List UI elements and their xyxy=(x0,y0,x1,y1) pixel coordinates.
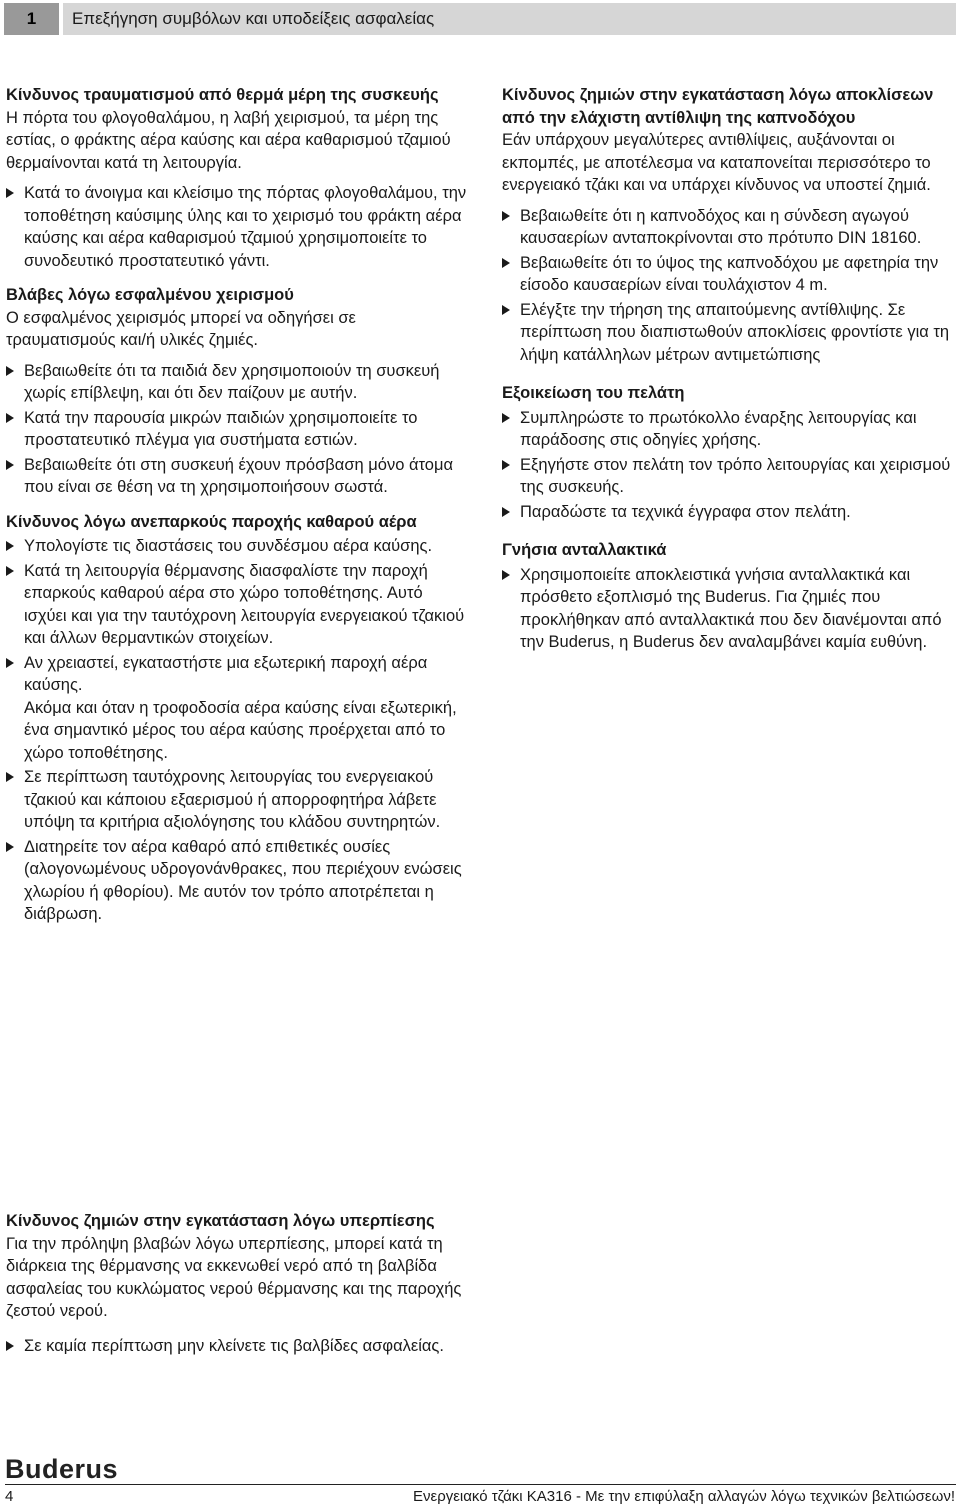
bullet-list xyxy=(502,407,952,524)
list-item: Κατά τη λειτουργία θέρμανσης διασφαλίστε την παροχή επαρκούς καθαρού αέρα στο χώρο τοποθέτησης. Αυτό ισχύει και για την ταυτόχρονη λειτουργία ενεργειακού τζακιού και άλλων θερμαντικών στοιχείων. xyxy=(6,560,468,650)
chapter-number: 1 xyxy=(4,3,59,35)
bullet-arrow-icon xyxy=(6,460,14,470)
bullet-arrow-icon xyxy=(502,305,510,315)
bullet-arrow-icon xyxy=(6,1341,14,1351)
list-item: Κατά την παρουσία μικρών παιδιών χρησιμοποιείτε το προστατευτικό πλέγμα για συστήματα εστιών. xyxy=(6,407,468,452)
footer-document-title: Ενεργειακό τζάκι KA316 - Με την επιφύλαξη αλλαγών λόγω τεχνικών βελτιώσεων! xyxy=(413,1488,955,1505)
list-item: Συμπληρώστε το πρωτόκολλο έναρξης λειτουργίας και παράδοσης στις οδηγίες χρήσης. xyxy=(502,407,952,452)
section-chimney-draught xyxy=(502,84,952,366)
section-heading: Γνήσια ανταλλακτικά xyxy=(502,541,667,559)
list-item: Σε περίπτωση ταυτόχρονης λειτουργίας του ενεργειακού τζακιού και κάποιου εξαερισμού ή απορροφητήρα λάβετε υπόψη τα κριτήρια αξιολόγησης του κλάδου συντηρητών. xyxy=(6,766,468,834)
bullet-list xyxy=(6,360,468,499)
chapter-header xyxy=(4,3,956,35)
section-heading: Κίνδυνος ζημιών στην εγκατάσταση λόγω αποκλίσεων από την ελάχιστη αντίθλιψη της καπνοδόχου xyxy=(502,86,934,127)
bullet-list xyxy=(6,182,468,272)
section-heading: Βλάβες λόγω εσφαλμένου χειρισμού xyxy=(6,286,294,304)
bullet-arrow-icon xyxy=(502,258,510,268)
bullet-list xyxy=(502,205,952,367)
section-wrong-operation xyxy=(6,284,468,499)
right-column xyxy=(502,84,952,666)
page-number: 4 xyxy=(5,1488,14,1505)
section-heading: Κίνδυνος τραυματισμού από θερμά μέρη της συσκευής xyxy=(6,86,439,104)
section-text: Εάν υπάρχουν μεγαλύτερες αντιθλίψεις, αυξάνονται οι εκπομπές, με αποτέλεσμα να καταπονείται περισσότερο το ενεργειακό τζάκι και να υπάρχει κίνδυνος να υποστεί ζημιά. xyxy=(502,131,931,194)
section-original-parts xyxy=(502,539,952,654)
bullet-arrow-icon xyxy=(6,366,14,376)
list-item: Κατά το άνοιγμα και κλείσιμο της πόρτας φλογοθαλάμου, την τοποθέτηση καύσιμης ύλης και το χειρισμό του φράκτη αέρα καύσης και αέρα καθαρισμού τζαμιού χρησιμοποιείτε το συνοδευτικό προστατευτικό γάντι. xyxy=(6,182,468,272)
bullet-arrow-icon xyxy=(6,188,14,198)
section-heading: Κίνδυνος λόγω ανεπαρκούς παροχής καθαρού αέρα xyxy=(6,512,417,531)
list-item: Χρησιμοποιείτε αποκλειστικά γνήσια ανταλλακτικά και πρόσθετο εξοπλισμό της Buderus. Για ζημιές που προκλήθηκαν από ανταλλακτικά που δεν διανέμονται από την Buderus, η Buderus δεν αναλαμβάνει καμία ευθύνη. xyxy=(502,564,952,654)
list-item: Βεβαιωθείτε ότι η καπνοδόχος και η σύνδεση αγωγού καυσαερίων ανταποκρίνονται στο πρότυπο DIN 18160. xyxy=(502,205,952,250)
list-item: Διατηρείτε τον αέρα καθαρό από επιθετικές ουσίες (αλογονωμένους υδρογονάνθρακες, που περιέχουν ενώσεις χλωρίου ή φθορίου). Με αυτόν τον τρόπο αποτρέπεται η διάβρωση. xyxy=(6,836,468,926)
section-text: Για την πρόληψη βλαβών λόγω υπερπίεσης, μπορεί κατά τη διάρκεια της θέρμανσης να εκκενωθεί νερό από τη βαλβίδα ασφαλείας του κυκλώματος νερού θέρμανσης και της παροχής ζεστού νερού. xyxy=(6,1234,462,1320)
list-item: Παραδώστε τα τεχνικά έγγραφα στον πελάτη. xyxy=(502,501,952,524)
bullet-arrow-icon xyxy=(6,772,14,782)
bullet-arrow-icon xyxy=(502,570,510,580)
bullet-list xyxy=(502,564,952,654)
bullet-arrow-icon xyxy=(6,566,14,576)
bullet-arrow-icon xyxy=(6,413,14,423)
section-fresh-air xyxy=(6,511,468,926)
bullet-arrow-icon xyxy=(502,460,510,470)
left-column xyxy=(6,84,468,938)
buderus-logo: Buderus xyxy=(5,1454,119,1484)
section-heading: Εξοικείωση του πελάτη xyxy=(502,384,685,402)
chapter-title: Επεξήγηση συμβόλων και υποδείξεις ασφαλείας xyxy=(63,3,956,35)
bullet-arrow-icon xyxy=(6,541,14,551)
bullet-list xyxy=(6,1335,468,1358)
section-heading: Κίνδυνος ζημιών στην εγκατάσταση λόγω υπερπίεσης xyxy=(6,1212,435,1230)
section-text: Η πόρτα του φλογοθαλάμου, η λαβή χειρισμού, τα μέρη της εστίας, ο φράκτης αέρα καύσης και αέρα καθαρισμού τζαμιού θερμαίνονται κατά τη λειτουργία. xyxy=(6,108,451,172)
list-item: Υπολογίστε τις διαστάσεις του συνδέσμου αέρα καύσης. xyxy=(6,535,468,558)
left-column-bottom xyxy=(6,1210,468,1369)
list-item: Αν χρειαστεί, εγκαταστήστε μια εξωτερική παροχή αέρα καύσης. Ακόμα και όταν η τροφοδοσία αέρα καύσης είναι εξωτερική, ένα σημαντικό μέρος του αέρα καύσης προέρχεται από το χώρο τοποθέτησης. xyxy=(6,652,468,765)
bullet-arrow-icon xyxy=(502,413,510,423)
footer-divider xyxy=(5,1484,956,1485)
bullet-arrow-icon xyxy=(502,211,510,221)
list-item: Σε καμία περίπτωση μην κλείνετε τις βαλβίδες ασφαλείας. xyxy=(6,1335,468,1358)
bullet-arrow-icon xyxy=(6,842,14,852)
list-item: Εξηγήστε στον πελάτη τον τρόπο λειτουργίας και χειρισμού της συσκευής. xyxy=(502,454,952,499)
section-customer-briefing xyxy=(502,382,952,523)
list-item: Βεβαιωθείτε ότι το ύψος της καπνοδόχου με αφετηρία την είσοδο καυσαερίων είναι τουλάχιστον 4 m. xyxy=(502,252,952,297)
bullet-list xyxy=(6,535,468,926)
section-overpressure xyxy=(6,1210,468,1357)
section-hot-parts xyxy=(6,84,468,272)
list-item: Ελέγξτε την τήρηση της απαιτούμενης αντίθλιψης. Σε περίπτωση που διαπιστωθούν αποκλίσεις φροντίστε για τη λήψη κατάλληλων μέτρων αντιμετώπισης xyxy=(502,299,952,367)
list-item: Βεβαιωθείτε ότι στη συσκευή έχουν πρόσβαση μόνο άτομα που είναι σε θέση να τη χρησιμοποιήσουν σωστά. xyxy=(6,454,468,499)
bullet-arrow-icon xyxy=(502,507,510,517)
bullet-arrow-icon xyxy=(6,658,14,668)
list-item: Βεβαιωθείτε ότι τα παιδιά δεν χρησιμοποιούν τη συσκευή χωρίς επίβλεψη, και ότι δεν παίζουν με αυτήν. xyxy=(6,360,468,405)
section-text: Ο εσφαλμένος χειρισμός μπορεί να οδηγήσει σε τραυματισμούς και/ή υλικές ζημιές. xyxy=(6,308,356,349)
